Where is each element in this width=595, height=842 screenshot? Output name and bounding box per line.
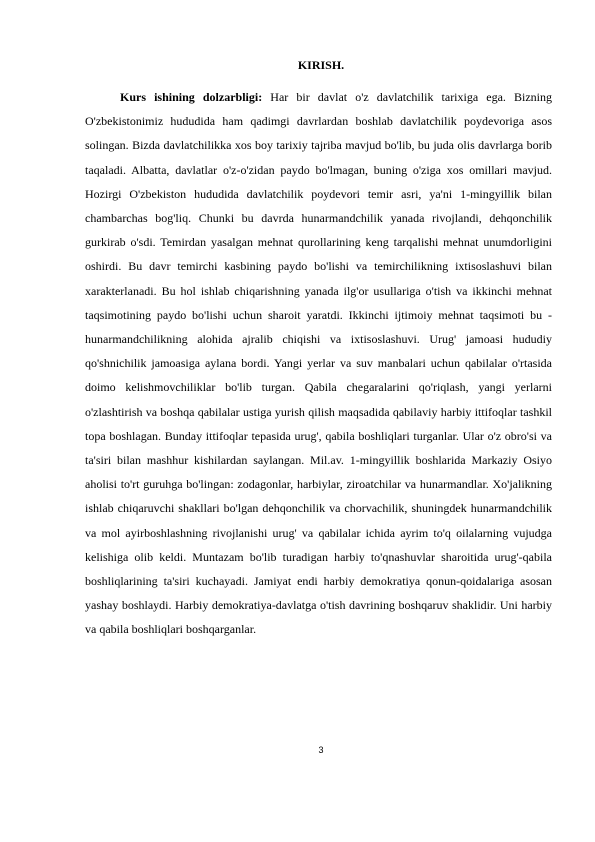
page-title: KIRISH. (297, 58, 345, 72)
body-paragraph (85, 85, 552, 642)
paragraph-lead: Kurs ishining dolzarbligi: (120, 90, 263, 104)
paragraph-text: Har bir davlat o'z davlatchilik tarixiga ega. Bizning O'zbekistonimiz hududida ham qadimgi davrlardan boshlab davlatchilik poydevoriga asos solingan. Bizda davlatchilikka xos boy tarixiy tajriba mavjud bo'lib, bu juda olis davrlarga borib taqaladi. Albatta, davlatlar o'z-o'zidan paydo bo'lmagan, buning o'ziga xos omillari mavjud. Hozirgi O'zbekiston hududida davlatchilik poydevori temir asri, ya'ni 1-mingyillik bilan chambarchas bog'liq. Chunki bu davrda hunarmandchilik yanada rivojlandi, dehqonchilik gurkirab o'sdi. Temirdan yasalgan mehnat qurollarining keng tarqalishi mehnat unumdorligini oshirdi. Bu davr temirchi kasbining paydo bo'lishi va temirchilikning ixtisoslashuvi bilan xarakterlanadi. Bu hol ishlab chiqarishning yanada ilg'or usullariga o'tish va ikkinchi mehnat taqsimotining paydo bo'lishi uchun sharoit yaratdi. Ikkinchi ijtimoiy mehnat taqsimoti bu - hunarmandchilikning alohida ajralib chiqishi va ixtisoslashuvi. Urug' jamoasi hududiy qo'shnichilik jamoasiga aylana bordi. Yangi yerlar va suv manbalari uchun qabilalar o'rtasida doimo kelishmovchiliklar bo'lib turgan. Qabila chegaralarini qo'riqlash, yangi yerlarni o'zlashtirish va boshqa qabilalar ustiga yurish qilish maqsadida qabilaviy harbiy ittifoqlar tashkil topa boshlagan. Bunday ittifoqlar tepasida urug', qabila boshliqlari turganlar. Ular o'z obro'si va ta'siri bilan mashhur kishilardan saylangan. Mil.av. 1-mingyillik boshlarida Markaziy Osiyo aholisi to'rt guruhga bo'lingan: zodagonlar, harbiylar, ziroatchilar va hunarmandlar. Xo'jalikning ishlab chiqaruvchi shakllari bo'lgan dehqonchilik va chorvachilik, shuningdek hunarmandchilik va mol ayirboshlashning rivojlanishi urug' va qabilalar ichida ayrim to'q oilalarning vujudga kelishiga olib keldi. Muntazam bo'lib turadigan harbiy to'qnashuvlar sharoitida urug'-qabila boshliqlarining ta'siri kuchayadi. Jamiyat endi harbiy demokratiya qonun-qoidalariga asosan yashay boshlaydi. Harbiy demokratiya-davlatga o'tish davrining boshqaruv shaklidir. Uni harbiy va qabila boshliqlari boshqarganlar. (85, 90, 553, 637)
page-number: 3 (318, 745, 324, 755)
